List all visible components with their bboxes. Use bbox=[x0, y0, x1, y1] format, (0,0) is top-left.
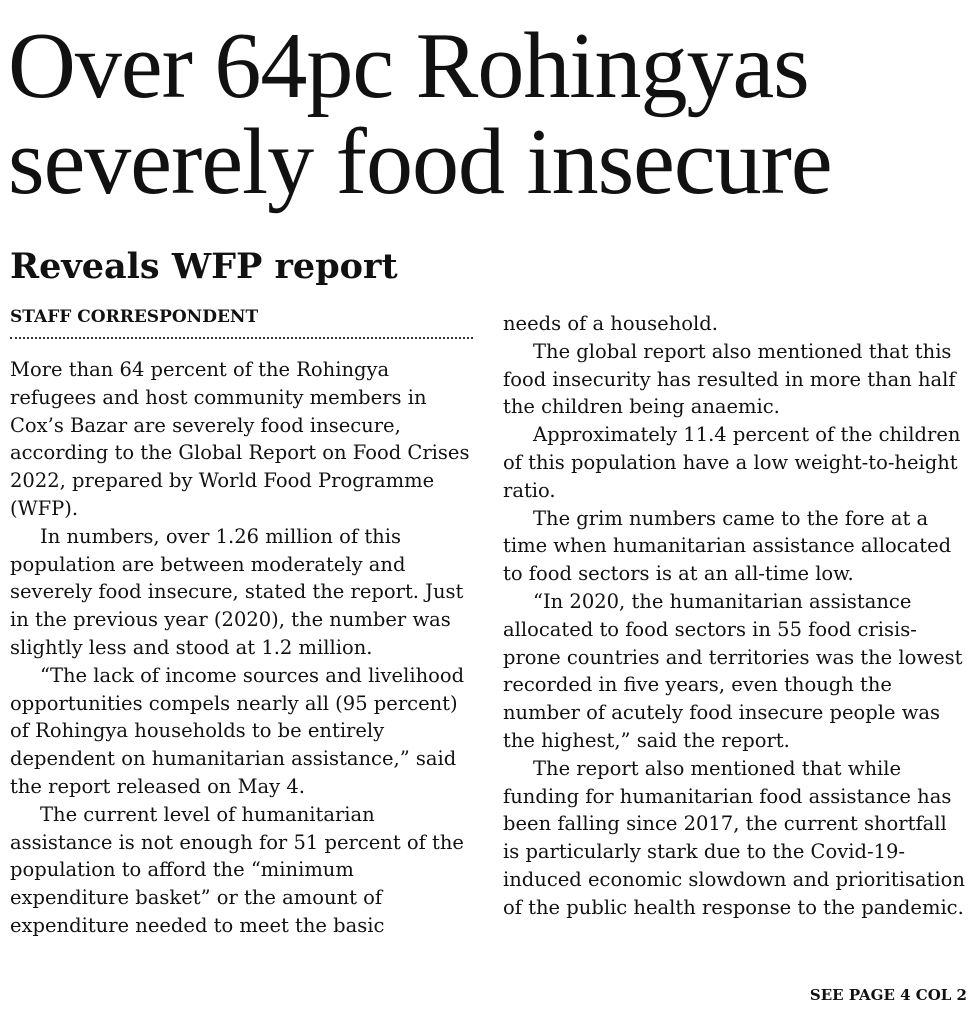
paragraph-right-2: The global report also mentioned that this food insecurity has resulted in more than half the children being anaemic. bbox=[503, 339, 956, 419]
paragraph-right-6: The report also mentioned that while funding for humanitarian food assistance has been falling since 2017, the current shortfall is particularly stark due to the Covid-19-induced economic slowdown and prioritisation of the public health response to the pandemic. bbox=[503, 756, 965, 919]
article-column-right bbox=[503, 310, 965, 922]
subheadline: Reveals WFP report bbox=[10, 246, 398, 287]
headline-line-1: Over 64pc Rohingyas bbox=[8, 14, 809, 118]
paragraph-left-4: The current level of humanitarian assistance is not enough for 51 percent of the population to afford the “minimum expenditure basket” or the amount of expenditure needed to meet the basic bbox=[10, 802, 464, 937]
paragraph-left-3: “The lack of income sources and livelihood opportunities compels nearly all (95 percent) of Rohingya households to be entirely dependent on humanitarian assistance,” said the report released on May 4. bbox=[10, 663, 465, 798]
paragraph-right-1: needs of a household. bbox=[503, 312, 718, 335]
article-column-left bbox=[10, 356, 475, 940]
headline bbox=[8, 14, 973, 214]
paragraph-right-5: “In 2020, the humanitarian assistance allocated to food sectors in 55 food crisis-prone countries and territories was the lowest recorded in five years, even though the number of acutely food insecure people was the highest,” said the report. bbox=[503, 589, 963, 752]
paragraph-left-2: In numbers, over 1.26 million of this population are between moderately and severely food insecure, stated the report. Just in the previous year (2020), the number was slightly less and stood at 1.2 million. bbox=[10, 524, 464, 659]
paragraph-left-1: More than 64 percent of the Rohingya refugees and host community members in Cox’s Bazar are severely food insecure, according to the Global Report on Food Crises 2022, prepared by World Food Programme (WFP). bbox=[10, 358, 470, 520]
headline-line-2: severely food insecure bbox=[8, 110, 832, 214]
paragraph-right-3: Approximately 11.4 percent of the children of this population have a low weight-to-height ratio. bbox=[503, 423, 961, 502]
paragraph-right-4: The grim numbers came to the fore at a time when humanitarian assistance allocated to food sectors is at an all-time low. bbox=[503, 506, 952, 586]
byline: STAFF CORRESPONDENT bbox=[10, 305, 473, 339]
continuation-jump: SEE PAGE 4 COL 2 bbox=[809, 986, 967, 1004]
